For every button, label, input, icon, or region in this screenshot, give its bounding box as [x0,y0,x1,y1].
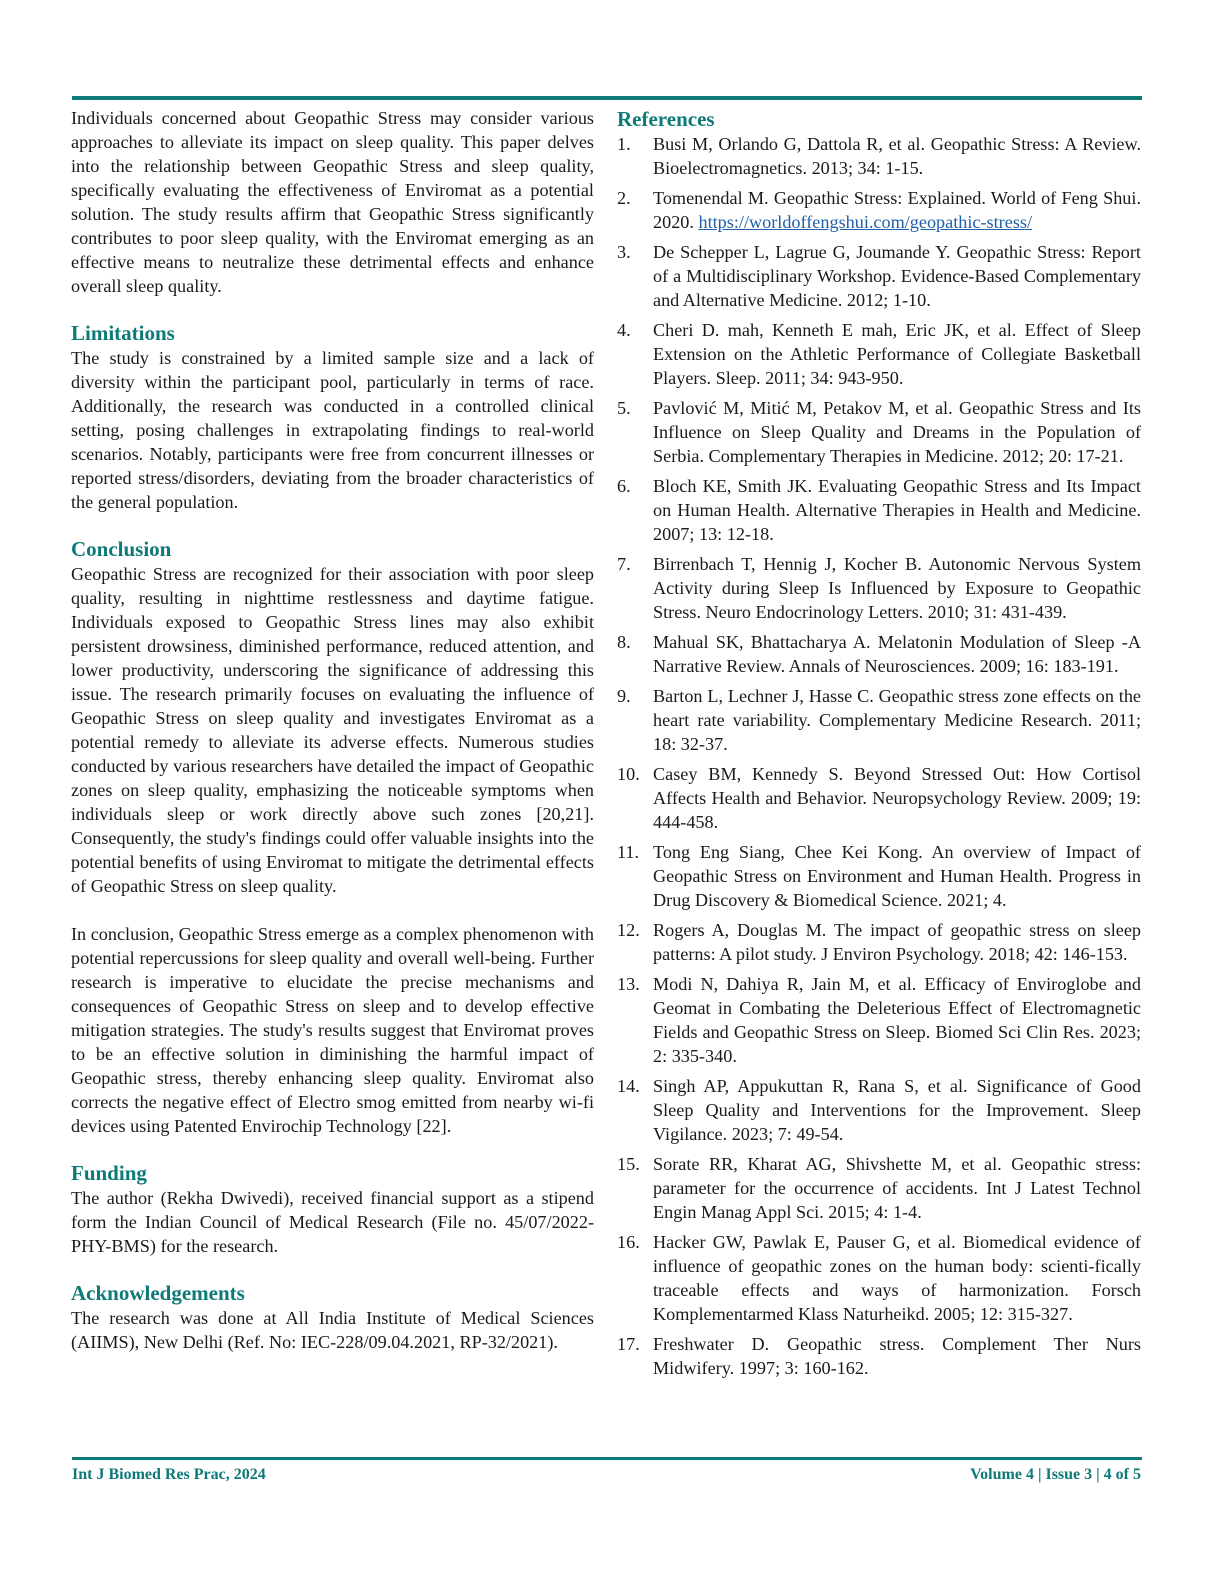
top-rule [72,96,1142,100]
reference-text-body: Tomenendal M. Geopathic Stress: Explained. World of Feng Shui. 2020. [653,188,1141,232]
reference-link[interactable]: https://worldoffengshui.com/geopathic-stress/ [698,212,1033,232]
reference-number: 4. [617,320,631,340]
reference-text: De Schepper L, Lagrue G, Joumande Y. Geopathic Stress: Report of a Multidisciplinary Workshop. Evidence-Based Complementary and Alternative Medicine. 2012; 1-10. [653,242,1141,310]
reference-number: 5. [617,398,631,418]
reference-item [617,1332,1141,1380]
left-column [71,106,594,1354]
limitations-heading: Limitations [71,321,175,345]
bottom-rule [72,1457,1142,1460]
reference-number: 1. [617,134,631,154]
reference-item [617,972,1141,1068]
funding-heading: Funding [71,1161,147,1185]
reference-text: Pavlović M, Mitić M, Petakov M, et al. Geopathic Stress and Its Influence on Sleep Quality and Dreams in the Population of Serbia. Complementary Therapies in Medicine. 2012; 20: 17-21. [653,398,1141,466]
reference-item [617,684,1141,756]
reference-text: Cheri D. mah, Kenneth E mah, Eric JK, et al. Effect of Sleep Extension on the Athletic Performance of Collegiate Basketball Players. Sleep. 2011; 34: 943-950. [653,320,1141,388]
reference-item [617,240,1141,312]
reference-number: 11. [617,842,640,862]
reference-text: Busi M, Orlando G, Dattola R, et al. Geopathic Stress: A Review. Bioelectromagnetics. 2013; 34: 1-15. [653,134,1141,178]
funding-text: The author (Rekha Dwivedi), received financial support as a stipend form the Indian Council of Medical Research (File no. 45/07/2022-PHY-BMS) for the research. [71,1188,594,1256]
reference-item [617,474,1141,546]
acknowledgements-text: The research was done at All India Institute of Medical Sciences (AIIMS), New Delhi (Ref. No: IEC-228/09.04.2021, RP-32/2021). [71,1308,594,1352]
reference-item [617,762,1141,834]
reference-text: Rogers A, Douglas M. The impact of geopathic stress on sleep patterns: A pilot study. J Environ Psychology. 2018; 42: 146-153. [653,920,1141,964]
reference-number: 14. [617,1076,640,1096]
reference-text: Freshwater D. Geopathic stress. Complement Ther Nurs Midwifery. 1997; 3: 160-162. [653,1334,1141,1378]
reference-item [617,318,1141,390]
reference-item [617,840,1141,912]
reference-item [617,1230,1141,1326]
reference-text: Birrenbach T, Hennig J, Kocher B. Autonomic Nervous System Activity during Sleep Is Influenced by Exposure to Geopathic Stress. Neuro Endocrinology Letters. 2010; 31: 431-439. [653,554,1141,622]
reference-text: Modi N, Dahiya R, Jain M, et al. Efficacy of Enviroglobe and Geomat in Combating the Deleterious Effect of Electromagnetic Fields and Geopathic Stress on Sleep. Biomed Sci Clin Res. 2023; 2: 335-340. [653,974,1141,1066]
reference-item [617,630,1141,678]
reference-item [617,186,1141,234]
reference-number: 8. [617,632,631,652]
reference-text: Hacker GW, Pawlak E, Pauser G, et al. Biomedical evidence of influence of geopathic zones on the human body: scienti-fically traceable effects and ways of harmonization. Forsch Komplementarmed Klass Naturheikd. 2005; 12: 315-327. [653,1232,1141,1324]
reference-number: 13. [617,974,640,994]
reference-number: 15. [617,1154,640,1174]
reference-text: Singh AP, Appukuttan R, Rana S, et al. Significance of Good Sleep Quality and Interventions for the Improvement. Sleep Vigilance. 2023; 7: 49-54. [653,1076,1141,1144]
conclusion-paragraph-2: In conclusion, Geopathic Stress emerge as a complex phenomenon with potential repercussions for sleep quality and overall well-being. Further research is imperative to elucidate the precise mechanisms and consequences of Geopathic Stress on sleep and to develop effective mitigation strategies. The study's results suggest that Enviromat proves to be an effective solution in diminishing the harmful impact of Geopathic stress, thereby enhancing sleep quality. Enviromat also corrects the negative effect of Electro smog emitted from nearby wi-fi devices using Patented Envirochip Technology [22]. [71,924,594,1136]
reference-number: 7. [617,554,631,574]
footer-volume-info: Volume 4 | Issue 3 | 4 of 5 [970,1466,1141,1483]
reference-text: Barton L, Lechner J, Hasse C. Geopathic stress zone effects on the heart rate variability. Complementary Medicine Research. 2011; 18: 32-37. [653,686,1141,754]
reference-number: 9. [617,686,631,706]
reference-item [617,918,1141,966]
intro-paragraph: Individuals concerned about Geopathic Stress may consider various approaches to alleviate its impact on sleep quality. This paper delves into the relationship between Geopathic Stress and sleep quality, specifically evaluating the effectiveness of Enviromat as a potential solution. The study results affirm that Geopathic Stress significantly contributes to poor sleep quality, with the Enviromat emerging as an effective means to neutralize these detrimental effects and enhance overall sleep quality. [71,108,594,296]
reference-item [617,1152,1141,1224]
reference-number: 3. [617,242,631,262]
reference-list [617,132,1141,1380]
reference-text: Casey BM, Kennedy S. Beyond Stressed Out: How Cortisol Affects Health and Behavior. Neuropsychology Review. 2009; 19: 444-458. [653,764,1141,832]
reference-text [653,186,1141,234]
reference-text: Tong Eng Siang, Chee Kei Kong. An overview of Impact of Geopathic Stress on Environment and Human Health. Progress in Drug Discovery & Biomedical Science. 2021; 4. [653,842,1141,910]
limitations-text: The study is constrained by a limited sample size and a lack of diversity within the participant pool, particularly in terms of race. Additionally, the research was conducted in a controlled clinical setting, posing challenges in extrapolating findings to real-world scenarios. Notably, participants were free from concurrent illnesses or reported stress/disorders, deviating from the broader characteristics of the general population. [71,348,594,512]
reference-item [617,396,1141,468]
reference-text: Mahual SK, Bhattacharya A. Melatonin Modulation of Sleep -A Narrative Review. Annals of Neurosciences. 2009; 16: 183-191. [653,632,1141,676]
reference-number: 17. [617,1334,640,1354]
reference-text: Sorate RR, Kharat AG, Shivshette M, et al. Geopathic stress: parameter for the occurrence of accidents. Int J Latest Technol Engin Manag Appl Sci. 2015; 4: 1-4. [653,1154,1141,1222]
reference-number: 16. [617,1232,640,1252]
acknowledgements-heading: Acknowledgements [71,1281,245,1305]
reference-item [617,132,1141,180]
reference-text: Bloch KE, Smith JK. Evaluating Geopathic Stress and Its Impact on Human Health. Alternative Therapies in Health and Medicine. 2007; 13: 12-18. [653,476,1141,544]
reference-number: 6. [617,476,631,496]
reference-number: 10. [617,764,640,784]
references-heading: References [617,107,715,131]
reference-number: 12. [617,920,640,940]
reference-item [617,1074,1141,1146]
footer-journal: Int J Biomed Res Prac, 2024 [72,1466,266,1483]
right-column [617,106,1141,1386]
conclusion-heading: Conclusion [71,537,172,561]
reference-number: 2. [617,188,631,208]
reference-item [617,552,1141,624]
conclusion-paragraph-1: Geopathic Stress are recognized for their association with poor sleep quality, resulting in nighttime restlessness and daytime fatigue. Individuals exposed to Geopathic Stress lines may also exhibit persistent drowsiness, diminished performance, reduced attention, and lower productivity, underscoring the significance of addressing this issue. The research primarily focuses on evaluating the influence of Geopathic Stress on sleep quality and investigates Enviromat as a potential remedy to alleviate its adverse effects. Numerous studies conducted by various researchers have detailed the impact of Geopathic zones on sleep quality, emphasizing the noticeable symptoms when individuals sleep or work directly above such zones [20,21]. Consequently, the study's findings could offer valuable insights into the potential benefits of using Enviromat to mitigate the detrimental effects of Geopathic Stress on sleep quality. [71,564,594,896]
